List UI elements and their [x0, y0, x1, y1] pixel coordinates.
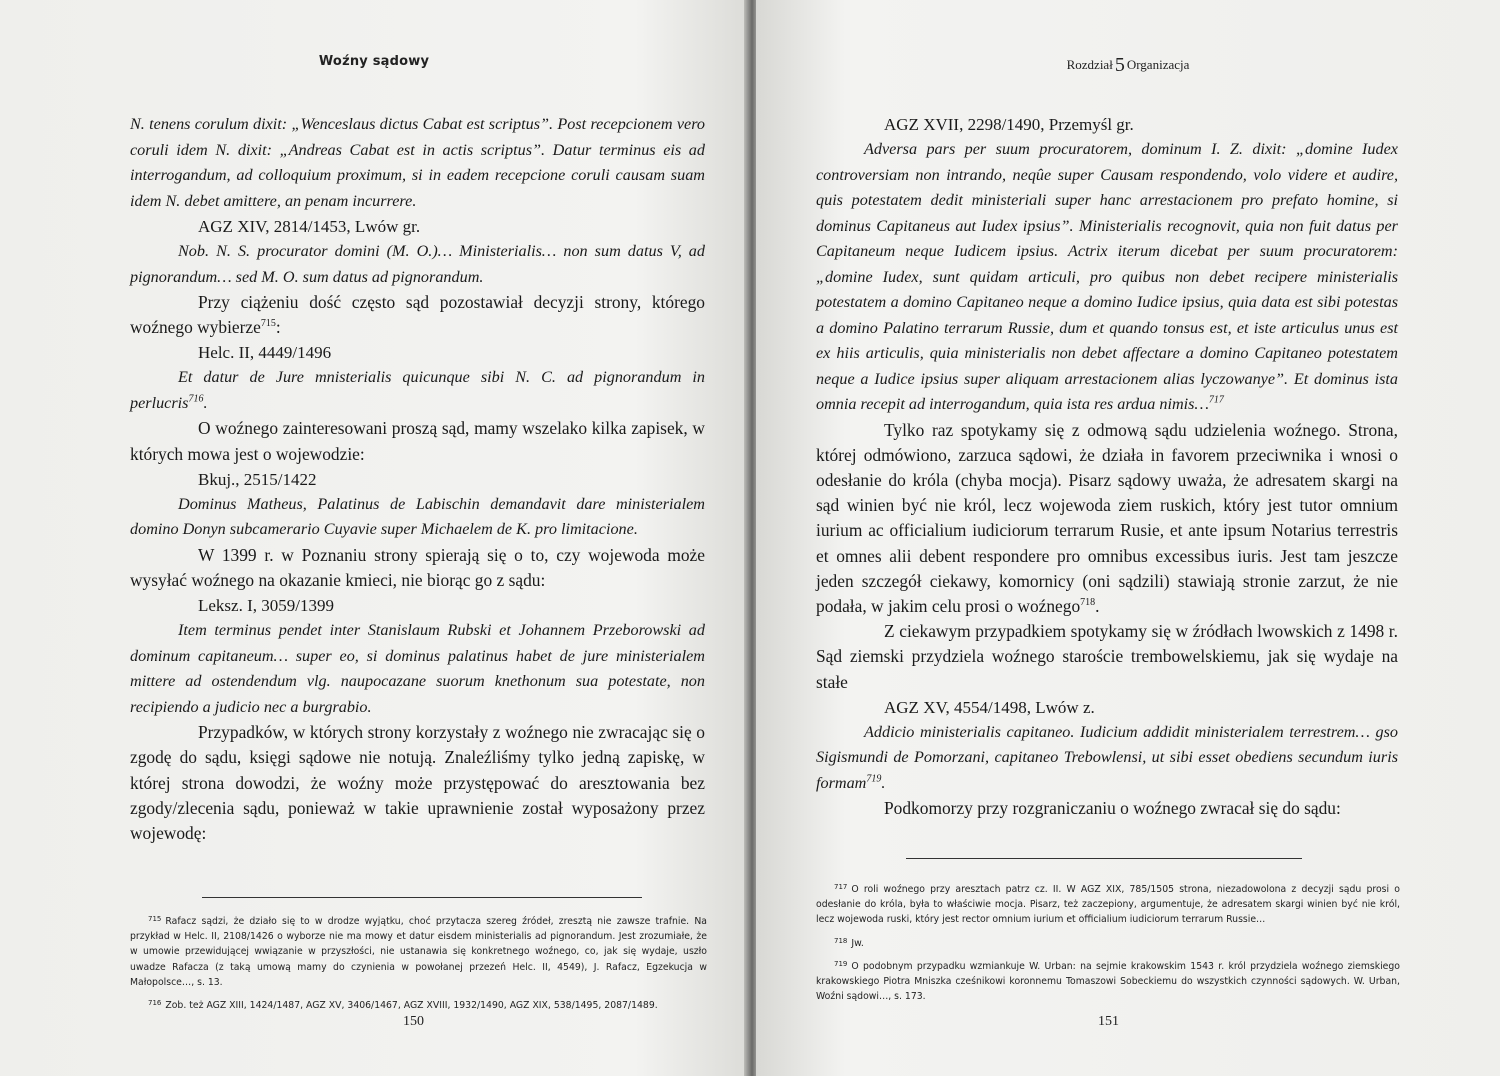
page-body [130, 112, 705, 846]
body-paragraph: Przypadków, w których strony korzystały z woźnego nie zwracając się o zgodę do sądu, księgi sądowe nie notują. Znaleźliśmy tylko jedną zapiskę, w której strona dowodzi, że woźny może przystępować do aresztowania bez zgody/zlecenia sądu, ponieważ w takie uprawnienie został wyposażony przez wojewodę: [130, 722, 705, 844]
running-header: Woźny sądowy [318, 54, 430, 69]
page-number: 150 [403, 1014, 424, 1029]
latin-quote: N. tenens corulum dixit: „Wenceslaus dictus Cabat est scriptus”. Post recepcionem vero coruli idem N. dixit: „Andreas Cabat est in actis scriptus”. Datur terminus eis ad interrogandum, ad colloquium proximum, si in eadem recepcione coruli causam suam idem N. debet amittere, an penam incurrere. [130, 115, 705, 210]
footnote-ref[interactable]: 716 [188, 393, 204, 405]
source-citation: AGZ XIV, 2814/1453, Lwów gr. [198, 217, 421, 236]
footnote-divider [202, 897, 642, 898]
body-paragraph: Z ciekawym przypadkiem spotykamy się w źródłach lwowskich z 1498 r. Sąd ziemski przydziela woźnego staroście trembowelskiemu, jak się wydaje na stałe [816, 621, 1398, 692]
source-citation: AGZ XVII, 2298/1490, Przemyśl gr. [884, 115, 1134, 134]
footnote-ref[interactable]: 715 [260, 318, 276, 330]
body-paragraph: Przy ciążeniu dość często sąd pozostawiał decyzji strony, którego woźnego wybierze$^{715}$: [130, 292, 705, 338]
latin-quote: Dominus Matheus, Palatinus de Labischin demandavit dare ministerialem domino Donyn subcamerario Cuyavie super Michaelem de K. pro limitacione. [130, 494, 705, 539]
latin-quote: Item terminus pendet inter Stanislaum Rubski et Johannem Przeborowski ad dominum capitaneum… super eo, si dominus palatinus habet de jure ministerialem mittere ad ostendendum vlg. naupocazane suorum knethonum sua potestate, non recipiendo a judicio nec a burgrabio. [130, 621, 705, 716]
body-paragraph: Tylko raz spotykamy się z odmową sądu udzielenia woźnego. Strona, której odmówiono, zarzuca sądowi, że działa in favorem przeciwnika i wnosi o odesłanie do króla (chyba mocja). Pisarz sądowy uważa, że adresatem skargi na sąd winien być nie król, lecz wojewoda ziem ruskich, który jest tutor omnium iurium ac officialium iudiciorum terrarum Rusie, et ante ipsum Notarius terrestris et omnes alii debent respondere pro omnibus excessibus iuris. Jest tam jeszcze jeden szczegół ciekawy, komornicy (oni sądzili) stawiają stronie zarzut, że nie podała, w jakim celu prosi o woźnego$^{718}$. [816, 419, 1398, 616]
latin-quote: Et datur de Jure mnisterialis quicunque sibi N. C. ad pignorandum in perlucris$^{716}$. [130, 368, 705, 412]
footnote-ref[interactable]: 717 [1208, 394, 1224, 406]
latin-quote: Addicio ministerialis capitaneo. Iudicium addidit ministerialem terrestrem… gso Sigismundi de Pomorzani, capitaneo Trebowlensi, ut sibi esset obediens secundum iuris formam$^{719}$. [816, 722, 1398, 792]
left-page [0, 0, 748, 1076]
footnotes [130, 912, 707, 1019]
footnotes [816, 880, 1400, 1010]
page-body [816, 112, 1398, 821]
footnote-ref[interactable]: 718 [1080, 597, 1096, 609]
footnote: $^{715}$ Rafacz sądzi, że działo się to w drodze wyjątku, choć przytacza szereg źródeł, zresztą nie zawsze trafnie. Na przykład w Helc. II, 2108/1426 o wyborze nie ma mowy et datur eisdem ministerialis ad pignorandum. Jest zrozumiałe, że w umowie przewidującej wwiązanie w przyszłości, nie ustanawia się konkretnego woźnego, co, jak się wydaje, uszło uwadze Rafacza (z taką umową mamy do czynienia w powołanej przezeń Helc. II, 4549), J. Rafacz, Egzekucja w Małopolsce…, s. 13. [130, 915, 707, 988]
footnote-ref[interactable]: 719 [866, 773, 882, 785]
body-paragraph: Podkomorzy przy rozgraniczaniu o woźnego zwracał się do sądu: [884, 798, 1341, 819]
latin-quote: Adversa pars per suum procuratorem, dominum I. Z. dixit: „domine Iudex controversiam non intrando, neqûe super Causam respondendo, volo videre et audire, quis potestatem dedit ministeriali super hanc arrestacionem pro prefato homine, si dominus Capitaneus aut Iudex ipsius”. Ministerialis recognovit, quia non fuit datus per Capitaneum neque Iudicem ipsius. Actrix iterum dicebat per suum procuratorem: „domine Iudex, sunt quidam articuli, pro quibus non debet recipere ministerialis potestatem a domino Capitaneo neque a domino Iudice ipsius, quia data est sibi potestas a domino Palatino terrarum Russie, dum et quando tonsus est, et iste articulus unus est ex hiis articulis, quia ministerialis non debet affectare a domino Capitaneo potestatem neque a Iudice ipsius super aliquam arrestacionem alias lyczowanye”. Et dominus ista omnia recepit ad interrogandum, quia ista res ardua nimis…$^{717}$ [816, 140, 1398, 413]
footnote: $^{719}$ O podobnym przypadku wzmiankuje W. Urban: na sejmie krakowskim 1543 r. król przydziela woźnego ziemskiego krakowskiego Piotra Mniszka cześnikowi koronnemu Tomaszowi Sobeckiemu do wszystkich czynności sądowych. W. Urban, Woźni sądowi…, s. 173. [816, 959, 1400, 1003]
running-header: Rozdział 5 Organizacja [1066, 54, 1190, 76]
page-number: 151 [1098, 1014, 1119, 1029]
source-citation: Helc. II, 4449/1496 [198, 343, 332, 363]
right-page [756, 0, 1500, 1076]
footnote-divider [906, 858, 1302, 859]
source-citation: Bkuj., 2515/1422 [198, 469, 317, 489]
footnote: $^{716}$ Zob. też AGZ XIII, 1424/1487, AGZ XV, 3406/1467, AGZ XVIII, 1932/1490, AGZ XIX, 538/1495, 2087/1489. [148, 999, 658, 1012]
latin-quote: Nob. N. S. procurator domini (M. O.)… Ministerialis… non sum datus V, ad pignorandum… sed M. O. sum datus ad pignorandum. [130, 242, 705, 286]
footnote: $^{718}$ Jw. [834, 936, 864, 949]
source-citation: AGZ XV, 4554/1498, Lwów z. [884, 697, 1095, 717]
body-paragraph: O woźnego zainteresowani proszą sąd, mamy wszelako kilka zapisek, w których mowa jest o wojewodzie: [130, 418, 705, 464]
chapter-number: 5 [1114, 54, 1125, 76]
body-paragraph: W 1399 r. w Poznaniu strony spierają się o to, czy wojewoda może wysyłać woźnego na okazanie kmieci, nie biorąc go z sądu: [130, 544, 705, 591]
footnote: $^{717}$ O roli woźnego przy aresztach patrz cz. II. W AGZ XIX, 785/1505 strona, niezadowolona z decyzji sądu prosi o odesłanie do króla, była to właściwie mocja. Pisarz, też zaczepiony, argumentuje, że adresatem skargi winien być nie król, lecz wojewoda ruski, który jest rector omnium iurium et officialium iudiciorum terrarum Russie… [816, 883, 1400, 926]
source-citation: Leksz. I, 3059/1399 [198, 596, 334, 616]
